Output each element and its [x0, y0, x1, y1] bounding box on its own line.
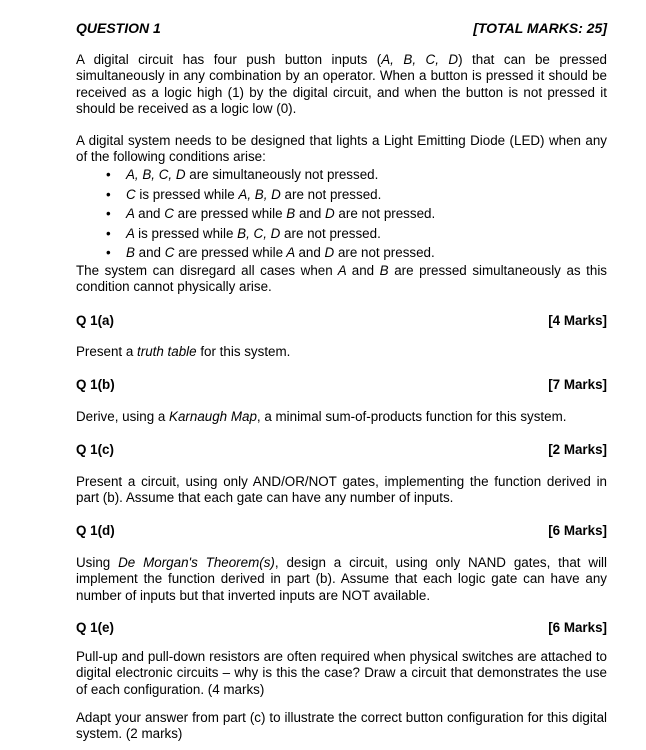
- part-b-label: Q 1(b): [76, 377, 115, 392]
- part-c-label: Q 1(c): [76, 442, 114, 457]
- part-b-text: Derive, using a Karnaugh Map, a minimal sum-of-products function for this system.: [76, 409, 567, 424]
- intro-paragraph-3: The system can disregard all cases when A and B are pressed simultaneously as this condition cannot physically arise.: [76, 263, 607, 295]
- list-item: • A, B, C, D are simultaneously not pressed.: [76, 165, 607, 185]
- part-e-text-2: Adapt your answer from part (c) to illustrate the correct button configuration for this digital system. (2 marks): [76, 710, 607, 742]
- part-a-text: Present a truth table for this system.: [76, 344, 291, 359]
- part-c-marks: [2 Marks]: [548, 442, 607, 457]
- list-item: • B and C are pressed while A and D are not pressed.: [76, 243, 607, 263]
- part-d-marks: [6 Marks]: [548, 523, 607, 538]
- part-a-marks: [4 Marks]: [548, 313, 607, 328]
- part-d-text: Using De Morgan's Theorem(s), design a circuit, using only NAND gates, that will implement the function derived in part (b). Assume that each logic gate can have any number of inputs but that inverted inputs are NOT available.: [76, 555, 607, 603]
- part-a-label: Q 1(a): [76, 313, 114, 328]
- list-item: • A and C are pressed while B and D are not pressed.: [76, 204, 607, 224]
- question-title: QUESTION 1: [76, 20, 161, 36]
- part-e-text: Pull-up and pull-down resistors are often required when physical switches are attached to digital electronic circuits – why is this the case? Draw a circuit that demonstrates the use of each configuration. (4 marks): [76, 649, 607, 697]
- intro-paragraph-1: A digital circuit has four push button inputs (A, B, C, D) that can be pressed simultaneously in any combination by an operator. When a button is pressed it should be received as a logic high (1) by the digital circuit, and when the button is not pressed it should be received as a logic low (0).: [76, 52, 607, 116]
- part-e-header: [76, 620, 607, 635]
- part-d-header: [76, 523, 607, 538]
- total-marks: [TOTAL MARKS: 25]: [473, 20, 607, 36]
- list-item: • A is pressed while B, C, D are not pressed.: [76, 224, 607, 244]
- part-a-header: [76, 313, 607, 328]
- part-d-label: Q 1(d): [76, 523, 115, 538]
- intro-paragraph-2: A digital system needs to be designed that lights a Light Emitting Diode (LED) when any of the following conditions arise:: [76, 133, 607, 165]
- question-header: [76, 20, 607, 36]
- part-e-marks: [6 Marks]: [548, 620, 607, 635]
- part-c-text: Present a circuit, using only AND/OR/NOT gates, implementing the function derived in part (b). Assume that each gate can have any number of inputs.: [76, 474, 607, 506]
- part-b-header: [76, 377, 607, 392]
- part-b-marks: [7 Marks]: [548, 377, 607, 392]
- part-e-label: Q 1(e): [76, 620, 114, 635]
- part-c-header: [76, 442, 607, 457]
- conditions-list: [76, 165, 607, 263]
- list-item: • C is pressed while A, B, D are not pressed.: [76, 185, 607, 205]
